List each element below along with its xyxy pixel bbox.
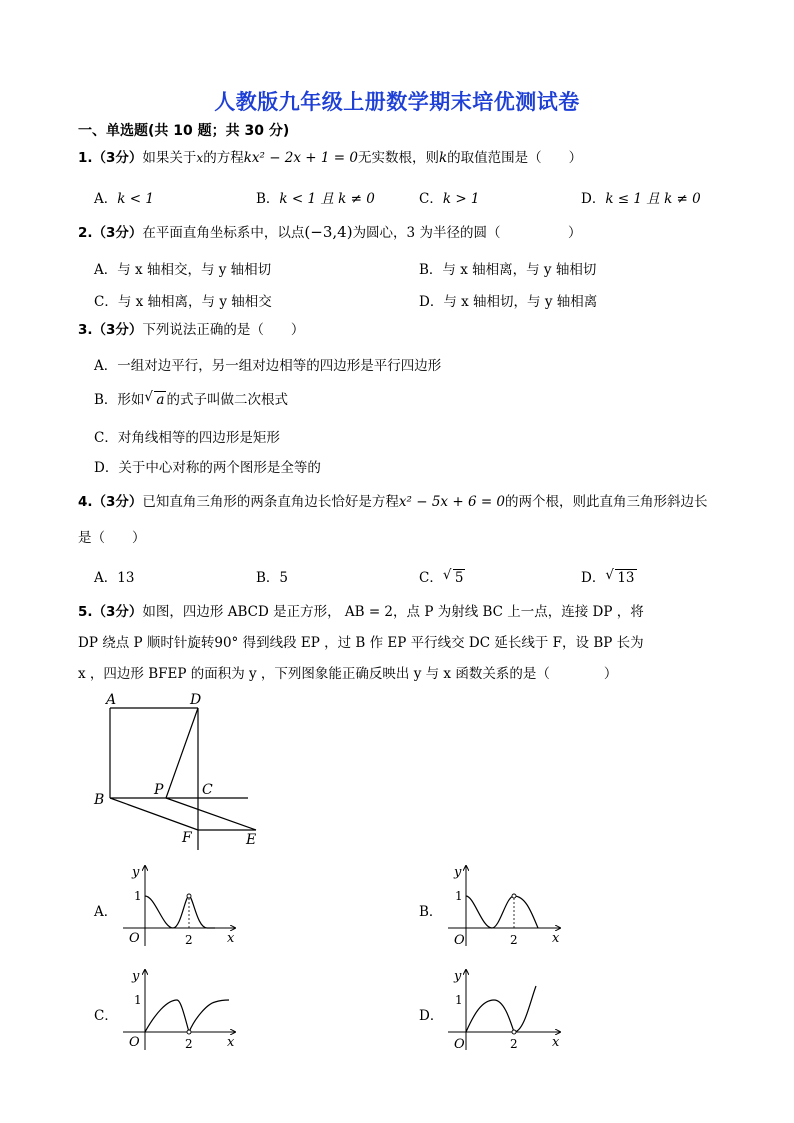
option-label: D． [419, 294, 444, 310]
option-d[interactable] [419, 290, 597, 310]
option-b[interactable] [256, 566, 288, 586]
question-text: 无实数根，则 [357, 150, 439, 166]
segment-dp [166, 708, 198, 798]
option-text: k < 1 [117, 191, 154, 207]
option-label: B． [419, 262, 443, 278]
sqrt-icon: √ [442, 567, 452, 583]
x-axis-label: x [552, 1035, 560, 1050]
question-text: 已知直角三角形的两条直角边长恰好是方程 [142, 494, 399, 510]
open-point [187, 1030, 191, 1034]
graph-option-a-label[interactable]: A． [94, 904, 118, 920]
origin-label: O [129, 1035, 140, 1050]
option-a[interactable] [94, 566, 134, 586]
option-a[interactable] [94, 354, 441, 374]
origin-label: O [129, 931, 140, 946]
question-number: 2.（3分） [78, 225, 143, 241]
option-text: k < 1 且 k ≠ 0 [279, 191, 375, 207]
question-5-line-3: x ，四边形 BFEP 的面积为 y ，下列图象能正确反映出 y 与 x 函数关系的是（ ） [78, 666, 618, 682]
option-text: 形如 [117, 392, 145, 408]
origin-label: O [454, 1037, 465, 1052]
curve [466, 986, 536, 1032]
option-label: A． [94, 191, 118, 207]
curve [466, 896, 538, 928]
option-label: C． [419, 570, 443, 586]
question-text: 在平面直角坐标系中，以点 [142, 225, 305, 241]
label-e: E [246, 832, 257, 848]
question-text: 为圆心，3 为半径的圆（ ） [352, 225, 582, 241]
section-heading: 一、单选题(共 10 题；共 30 分) [78, 123, 290, 139]
math-var: k [438, 150, 448, 166]
option-text: k > 1 [442, 191, 480, 207]
option-label: A． [94, 570, 118, 586]
option-label: C． [94, 294, 118, 310]
label-a: A [106, 692, 117, 708]
graph-option-b-label[interactable]: B． [419, 904, 443, 920]
x-axis-label: x [227, 1035, 235, 1050]
y-axis-label: y [454, 969, 462, 984]
open-point [512, 1030, 516, 1034]
option-label: D． [581, 570, 606, 586]
option-label: C． [94, 430, 118, 446]
question-text: 下列说法正确的是（ ） [142, 322, 305, 338]
open-point [187, 894, 191, 898]
y-axis-label: y [132, 969, 140, 984]
option-text: 一组对边平行，另一组对边相等的四边形是平行四边形 [117, 358, 442, 374]
tick-2: 2 [185, 933, 193, 947]
option-d[interactable] [94, 456, 321, 476]
y-axis-label: y [132, 865, 140, 880]
equation: x² − 5x + 6 = 0 [398, 494, 506, 510]
math-var: x [196, 151, 204, 165]
question-4-continued: 是（ ） [78, 530, 146, 546]
question-5 [78, 602, 644, 622]
option-a[interactable] [94, 187, 154, 207]
question-3 [78, 320, 304, 340]
graph-option-d-label[interactable]: D． [419, 1008, 444, 1024]
graph-option-d[interactable] [440, 962, 570, 1054]
question-2 [78, 222, 581, 243]
curve [145, 896, 215, 928]
option-label: B． [256, 191, 280, 207]
origin-label: O [454, 933, 465, 948]
option-text: 关于中心对称的两个图形是全等的 [118, 460, 321, 476]
graph-option-c-label[interactable]: C． [94, 1008, 118, 1024]
geometry-figure [90, 688, 270, 856]
y-axis-label: y [454, 865, 462, 880]
option-a[interactable] [94, 258, 271, 278]
option-label: C． [419, 191, 443, 207]
question-number: 1.（3分） [78, 150, 143, 166]
tick-1: 1 [455, 889, 463, 903]
option-c[interactable] [94, 290, 272, 310]
option-c[interactable] [94, 426, 280, 446]
equation: kx² − 2x + 1 = 0 [243, 150, 358, 166]
option-label: D． [581, 191, 606, 207]
tick-2: 2 [185, 1037, 193, 1051]
question-number: 3.（3分） [78, 322, 143, 338]
sqrt-icon: √ [605, 567, 614, 583]
tick-1: 1 [134, 889, 142, 903]
tick-2: 2 [510, 933, 518, 947]
option-text: 与 x 轴相离，与 y 轴相交 [117, 294, 272, 310]
x-axis-label: x [227, 931, 235, 946]
option-text: k ≤ 1 且 k ≠ 0 [605, 191, 701, 207]
x-axis-label: x [552, 931, 560, 946]
option-label: D． [94, 460, 119, 476]
option-b[interactable] [419, 258, 596, 278]
question-number: 4.（3分） [78, 494, 143, 510]
label-p: P [154, 782, 164, 798]
option-c[interactable] [419, 566, 465, 586]
label-f: F [182, 830, 192, 846]
option-text: 与 x 轴相离，与 y 轴相切 [442, 262, 597, 278]
question-text: 如果关于 [142, 150, 197, 166]
tick-1: 1 [134, 993, 142, 1007]
option-text: 的式子叫做二次根式 [166, 392, 288, 408]
question-text: 的两个根，则此直角三角形斜边长 [505, 494, 708, 510]
question-number: 5.（3分） [78, 604, 143, 620]
segment-pe [166, 798, 256, 830]
page-title: 人教版九年级上册数学期末培优测试卷 [214, 90, 580, 114]
option-label: B． [256, 570, 280, 586]
tick-1: 1 [455, 993, 463, 1007]
sqrt-icon: √ [144, 389, 154, 405]
option-d[interactable] [581, 566, 637, 586]
label-b: B [94, 792, 105, 808]
option-label: A． [94, 358, 118, 374]
option-c[interactable] [419, 187, 480, 207]
label-d: D [190, 692, 202, 708]
question-4 [78, 492, 708, 512]
label-c: C [202, 782, 213, 798]
question-1 [78, 148, 582, 168]
option-b[interactable] [94, 388, 288, 408]
sqrt-radicand: √ 13 [605, 567, 635, 586]
curve [145, 1000, 229, 1032]
tick-2: 2 [510, 1037, 518, 1051]
sqrt-radicand: √ a [144, 389, 165, 408]
option-label: B． [94, 392, 118, 408]
question-5-line-2: DP 绕点 P 顺时针旋转90° 得到线段 EP ，过 B 作 EP 平行线交 DC 延长线于 F，设 BP 长为 [78, 635, 644, 651]
open-point [512, 894, 516, 898]
option-b[interactable] [256, 187, 375, 207]
question-text: 如图，四边形 ABCD 是正方形， AB = 2，点 P 为射线 BC 上一点，连接 DP ，将 [142, 604, 644, 620]
option-text: 5 [279, 570, 289, 586]
graph-option-b[interactable] [440, 858, 570, 950]
graph-option-c[interactable] [115, 962, 245, 1054]
question-text: 的方程 [203, 150, 244, 166]
option-d[interactable] [581, 187, 701, 207]
question-text: 的取值范围是（ ） [447, 150, 583, 166]
graph-option-a[interactable] [115, 858, 245, 950]
option-label: A． [94, 262, 118, 278]
point-coordinates: (−3,4) [304, 223, 353, 241]
segment-bf [110, 798, 198, 830]
option-text: 与 x 轴相切，与 y 轴相离 [443, 294, 598, 310]
option-text: 13 [117, 570, 135, 586]
option-text: 与 x 轴相交，与 y 轴相切 [117, 262, 272, 278]
sqrt-radicand: √ 5 [442, 567, 464, 586]
option-text: 对角线相等的四边形是矩形 [117, 430, 280, 446]
